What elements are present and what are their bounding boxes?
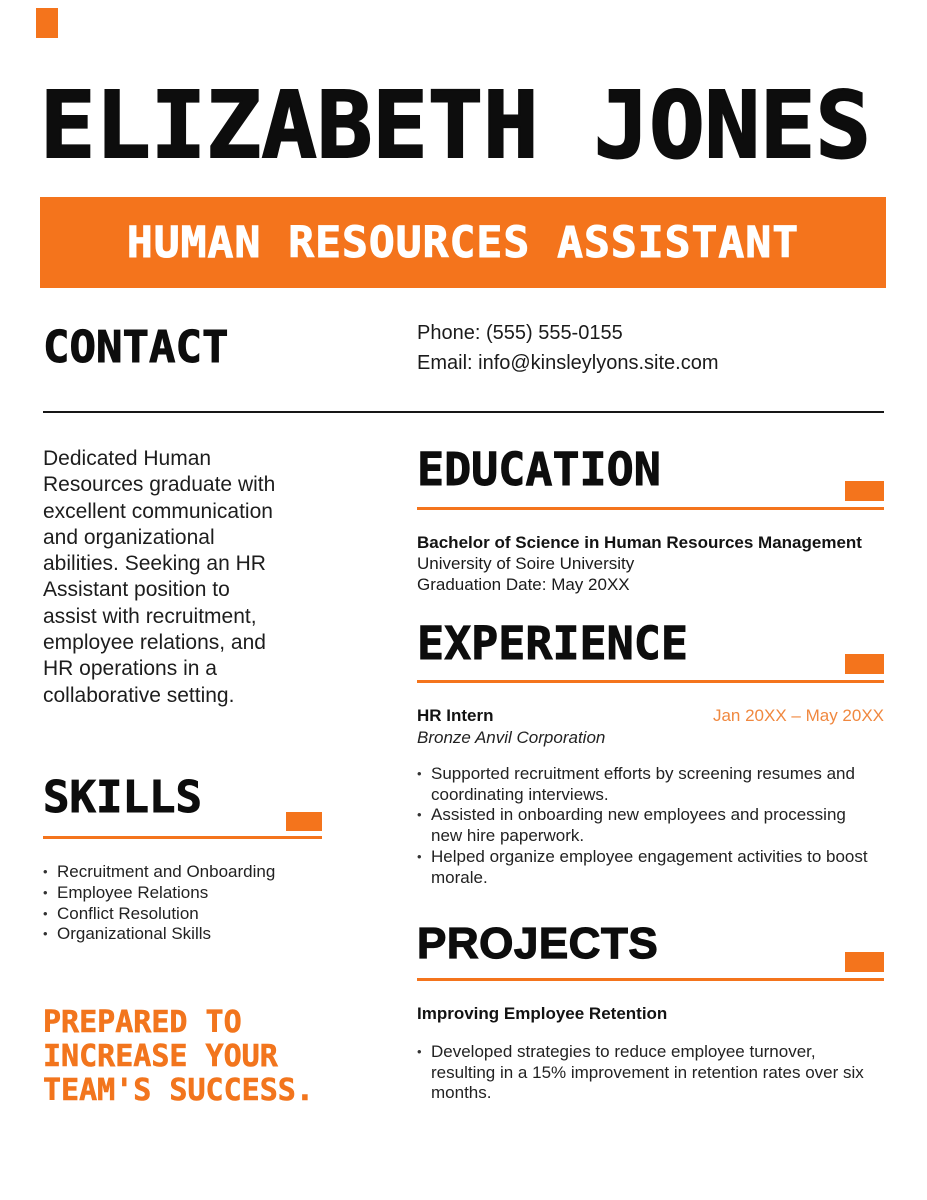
skill-item: • Organizational Skills: [43, 924, 353, 945]
experience-bullet-list: [417, 764, 873, 888]
role-banner: [40, 197, 886, 288]
skills-underline: [43, 836, 322, 839]
skills-list: [43, 862, 353, 945]
projects-accent-square: [845, 952, 884, 972]
experience-role: HR Intern: [417, 706, 494, 725]
summary-paragraph: Dedicated Human Resources graduate with excellent communication and organizational abilities. Seeking an HR Assistant position to assist with recruitment, employee relations, and HR operations in a collaborative setting.: [43, 447, 276, 707]
projects-underline: [417, 978, 884, 981]
skill-item: • Conflict Resolution: [43, 904, 353, 925]
corner-accent-square: [36, 8, 58, 38]
header-divider: [43, 411, 884, 413]
experience-bullet: • Supported recruitment efforts by screening resumes and coordinating interviews.: [417, 764, 873, 805]
education-degree: Bachelor of Science in Human Resources Management: [417, 533, 862, 552]
project-bullet-list: [417, 1042, 867, 1104]
tagline-line: PREPARED TO: [43, 1005, 242, 1040]
experience-underline: [417, 680, 884, 683]
person-name: ELIZABETH JONES: [40, 72, 871, 179]
role-banner-label: HUMAN RESOURCES ASSISTANT: [126, 217, 800, 268]
experience-bullet: • Assisted in onboarding new employees and processing new hire paperwork.: [417, 805, 873, 846]
projects-heading: PROJECTS: [417, 919, 659, 968]
experience-bullet: • Helped organize employee engagement activities to boost morale.: [417, 847, 873, 888]
tagline-line: TEAM'S SUCCESS.: [43, 1073, 314, 1108]
experience-heading: EXPERIENCE: [417, 617, 688, 670]
skills-heading: SKILLS: [43, 772, 202, 823]
education-entry: [417, 532, 897, 595]
experience-company: Bronze Anvil Corporation: [417, 728, 606, 747]
contact-info: [417, 318, 719, 378]
experience-dates: Jan 20XX – May 20XX: [712, 706, 884, 725]
education-accent-square: [845, 481, 884, 501]
project-title: Improving Employee Retention: [417, 1004, 668, 1023]
tagline-statement: [43, 1006, 314, 1108]
project-bullet: • Developed strategies to reduce employee turnover, resulting in a 15% improvement in retention rates over six months.: [417, 1042, 867, 1104]
skill-item: • Recruitment and Onboarding: [43, 862, 353, 883]
contact-heading: CONTACT: [43, 322, 229, 373]
experience-role-row: [417, 705, 884, 726]
tagline-line: INCREASE YOUR: [43, 1039, 278, 1074]
education-school: University of Soire University: [417, 554, 635, 573]
contact-phone: Phone: (555) 555-0155: [417, 322, 623, 344]
skill-item: • Employee Relations: [43, 883, 353, 904]
education-underline: [417, 507, 884, 510]
education-heading: EDUCATION: [417, 443, 661, 496]
education-graduation: Graduation Date: May 20XX: [417, 575, 630, 594]
experience-accent-square: [845, 654, 884, 674]
skills-accent-square: [286, 812, 322, 831]
contact-email: Email: info@kinsleylyons.site.com: [417, 352, 719, 374]
